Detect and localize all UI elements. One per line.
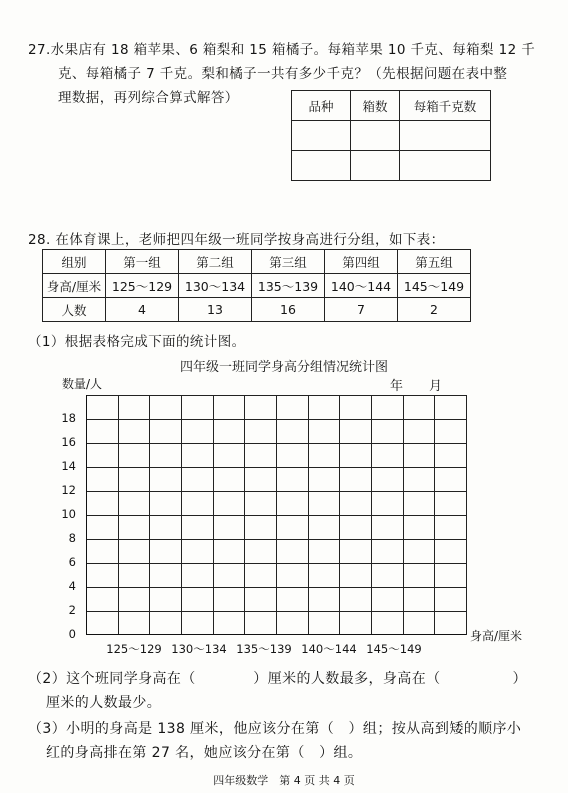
q27-cell-blank[interactable] <box>400 151 491 181</box>
y-tick-label: 10 <box>61 507 76 521</box>
q28-range-5: 145～149 <box>398 274 471 298</box>
chart-x-axis <box>86 634 466 635</box>
q27-cell-blank[interactable] <box>400 121 491 151</box>
grid-hline <box>86 587 466 588</box>
y-tick-label: 0 <box>68 627 76 641</box>
q28-group-4: 第四组 <box>325 250 398 274</box>
q28-group-2: 第二组 <box>179 250 252 274</box>
x-tick-label: 130～134 <box>171 642 227 656</box>
grid-hline <box>86 539 466 540</box>
q28-label-group: 组别 <box>43 250 106 274</box>
q28-count-4: 7 <box>325 298 398 322</box>
q28-sub2-line2: 厘米的人数最少。 <box>46 695 162 711</box>
q28-range-4: 140～144 <box>325 274 398 298</box>
q27-line2: 克、每箱橘子 7 千克。梨和橘子一共有多少千克？（先根据问题在表中整 <box>58 66 508 82</box>
q28-range-1: 125～129 <box>106 274 179 298</box>
page-footer: 四年级数学 第 4 页 共 4 页 <box>213 774 355 787</box>
y-tick-label: 8 <box>68 531 76 545</box>
chart-x-label: 身高/厘米 <box>470 629 523 643</box>
q28-count-5: 2 <box>398 298 471 322</box>
q27-line3: 理数据，再列综合算式解答） <box>58 90 239 106</box>
chart-title: 四年级一班同学身高分组情况统计图 <box>179 360 388 375</box>
q28-group-1: 第一组 <box>106 250 179 274</box>
y-tick-label: 14 <box>61 459 76 473</box>
x-tick-label: 125～129 <box>106 642 162 656</box>
grid-hline <box>86 515 466 516</box>
q27-cell-blank[interactable] <box>351 151 400 181</box>
y-tick-label: 16 <box>61 435 76 449</box>
q28-range-2: 130～134 <box>179 274 252 298</box>
y-tick-label: 2 <box>68 603 76 617</box>
x-tick-label: 135～139 <box>236 642 292 656</box>
q28-count-2: 13 <box>179 298 252 322</box>
q27-line1: 27.水果店有 18 箱苹果、6 箱梨和 15 箱橘子。每箱苹果 10 千克、每箱梨 12 千 <box>28 42 536 58</box>
q28-range-3: 135～139 <box>252 274 325 298</box>
q28-label-height: 身高/厘米 <box>43 274 106 298</box>
q27-table <box>291 90 491 181</box>
y-tick-label: 18 <box>61 411 76 425</box>
q27-cell-blank[interactable] <box>351 121 400 151</box>
chart-date-label: 年 月 <box>390 379 443 394</box>
q28-group-5: 第五组 <box>398 250 471 274</box>
q27-header-boxes: 箱数 <box>351 91 400 121</box>
q27-cell-blank[interactable] <box>292 151 351 181</box>
q28-intro: 28. 在体育课上，老师把四年级一班同学按身高进行分组，如下表： <box>28 232 445 248</box>
q28-sub1: （1）根据表格完成下面的统计图。 <box>28 334 246 350</box>
chart-y-axis <box>86 395 87 635</box>
chart-y-label: 数量/人 <box>62 377 103 391</box>
grid-hline <box>86 443 466 444</box>
grid-hline <box>86 563 466 564</box>
q28-group-3: 第三组 <box>252 250 325 274</box>
chart-grid <box>86 395 466 635</box>
q28-sub2-line1: （2）这个班同学身高在（ ）厘米的人数最多，身高在（ ） <box>28 671 527 687</box>
q27-header-variety: 品种 <box>292 91 351 121</box>
q28-count-3: 16 <box>252 298 325 322</box>
x-tick-label: 140～144 <box>301 642 357 656</box>
q28-sub3-line2: 红的身高排在第 27 名，她应该分在第（ ）组。 <box>46 745 363 761</box>
q28-table <box>42 249 471 322</box>
y-tick-label: 4 <box>68 579 76 593</box>
q27-cell-blank[interactable] <box>292 121 351 151</box>
grid-hline <box>86 491 466 492</box>
grid-hline <box>86 419 466 420</box>
grid-vline <box>466 395 467 635</box>
y-tick-label: 12 <box>61 483 76 497</box>
y-tick-label: 6 <box>68 555 76 569</box>
grid-hline <box>86 395 466 396</box>
q28-sub3-line1: （3）小明的身高是 138 厘米，他应该分在第（ ）组；按从高到矮的顺序小 <box>28 721 522 737</box>
grid-hline <box>86 611 466 612</box>
q28-label-count: 人数 <box>43 298 106 322</box>
q27-header-kg-per-box: 每箱千克数 <box>400 91 491 121</box>
x-tick-label: 145～149 <box>366 642 422 656</box>
grid-hline <box>86 467 466 468</box>
q28-count-1: 4 <box>106 298 179 322</box>
